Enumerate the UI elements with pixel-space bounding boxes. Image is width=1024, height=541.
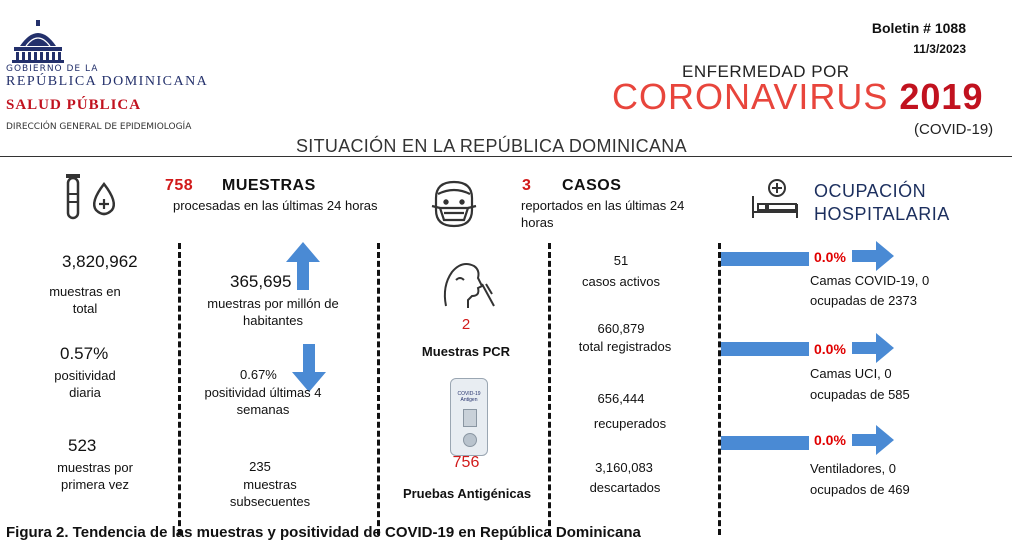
recovered-label: recuperados <box>593 416 667 431</box>
gov-line4: DIRECCIÓN GENERAL DE EPIDEMIOLOGÍA <box>6 122 192 132</box>
title-main-text: CORONAVIRUS <box>612 76 889 117</box>
title-year: 2019 <box>899 76 984 117</box>
casos-title: CASOS <box>562 177 622 194</box>
icu-beds-line1: Camas UCI, 0 <box>810 366 892 381</box>
antigen-test-card-icon <box>450 378 488 456</box>
muestras-count: 758 <box>165 177 194 194</box>
ventilators-line2: ocupados de 469 <box>810 482 910 497</box>
icu-beds-line2: ocupadas de 585 <box>810 387 910 402</box>
test-card-well <box>463 433 477 447</box>
title-top: ENFERMEDAD POR <box>682 62 850 81</box>
palace-dome-icon <box>8 18 68 64</box>
separator-2 <box>377 243 380 535</box>
active-label: casos activos <box>581 274 661 289</box>
figure-caption: Figura 2. Tendencia de las muestras y positividad de COVID-19 en República Dominicana <box>6 524 641 541</box>
casos-count: 3 <box>522 177 532 194</box>
covid-beds-pct: 0.0% <box>814 249 846 265</box>
bulletin-number: Boletin # 1088 <box>871 20 966 36</box>
separator-4 <box>718 243 721 535</box>
separator-1 <box>178 243 181 535</box>
test-card-label: COVID-19 Antigen <box>457 391 481 403</box>
header-divider <box>0 156 1012 157</box>
nasal-swab-icon <box>438 256 498 317</box>
ventilators-pct: 0.0% <box>814 432 846 448</box>
title-main <box>612 76 983 118</box>
antigen-value: 756 <box>452 454 480 471</box>
recovered-value: 656,444 <box>597 391 645 406</box>
arrow-right-icon <box>852 241 894 276</box>
first-time-label: muestras por primera vez <box>57 460 133 492</box>
separator-3 <box>548 243 551 535</box>
per-million-label: muestras por millón de habitantes <box>207 296 339 328</box>
hospital-bed-icon <box>750 178 800 225</box>
weeks-positivity-value: 0.67% <box>240 367 277 382</box>
muestras-title: MUESTRAS <box>222 177 316 194</box>
ocupacion-title <box>814 180 950 226</box>
covid-beds-bar <box>721 252 809 266</box>
gov-line3: SALUD PÚBLICA <box>6 97 142 113</box>
bulletin-date: 11/3/2023 <box>913 42 966 56</box>
muestras-total-value: 3,820,962 <box>62 252 138 271</box>
test-tube-drop-icon <box>64 172 124 229</box>
registered-value: 660,879 <box>597 321 645 336</box>
gov-line2: REPÚBLICA DOMINICANA <box>6 74 209 89</box>
subsequent-value: 235 <box>249 459 271 474</box>
masked-face-icon <box>426 176 482 237</box>
pcr-label: Muestras PCR <box>421 344 511 359</box>
ocupacion-title-line1: OCUPACIÓN <box>814 181 927 201</box>
gov-logo <box>8 18 68 64</box>
ventilators-line1: Ventiladores, 0 <box>810 461 897 476</box>
weeks-positivity-label: positividad últimas 4 semanas <box>204 385 322 417</box>
daily-positivity-label: positividad diaria <box>54 368 116 400</box>
pcr-value: 2 <box>461 316 471 333</box>
antigen-label: Pruebas Antigénicas <box>402 486 532 501</box>
covid-beds-line1: Camas COVID-19, 0 <box>810 273 930 288</box>
registered-label: total registrados <box>578 339 672 354</box>
subsequent-label: muestras subsecuentes <box>229 477 311 509</box>
ventilators-bar <box>721 436 809 450</box>
gov-line1: GOBIERNO DE LA <box>6 64 99 74</box>
muestras-subtitle: procesadas en las últimas 24 horas <box>173 198 378 213</box>
daily-positivity-value: 0.57% <box>60 344 109 363</box>
casos-subtitle: reportados en las últimas 24 horas <box>521 198 685 230</box>
test-card-window <box>463 409 477 427</box>
section-title: SITUACIÓN EN LA REPÚBLICA DOMINICANA <box>296 136 687 156</box>
discarded-value: 3,160,083 <box>595 460 653 475</box>
title-sub: (COVID-19) <box>914 121 994 138</box>
discarded-label: descartados <box>589 480 661 495</box>
active-value: 51 <box>613 253 629 268</box>
ocupacion-title-line2: HOSPITALARIA <box>814 204 950 224</box>
per-million-value: 365,695 <box>230 272 292 291</box>
covid-beds-line2: ocupadas de 2373 <box>810 293 917 308</box>
icu-beds-pct: 0.0% <box>814 341 846 357</box>
first-time-value: 523 <box>68 436 97 455</box>
arrow-right-icon <box>852 333 894 368</box>
muestras-total-label: muestras en total <box>49 284 121 316</box>
arrow-right-icon <box>852 425 894 460</box>
icu-beds-bar <box>721 342 809 356</box>
